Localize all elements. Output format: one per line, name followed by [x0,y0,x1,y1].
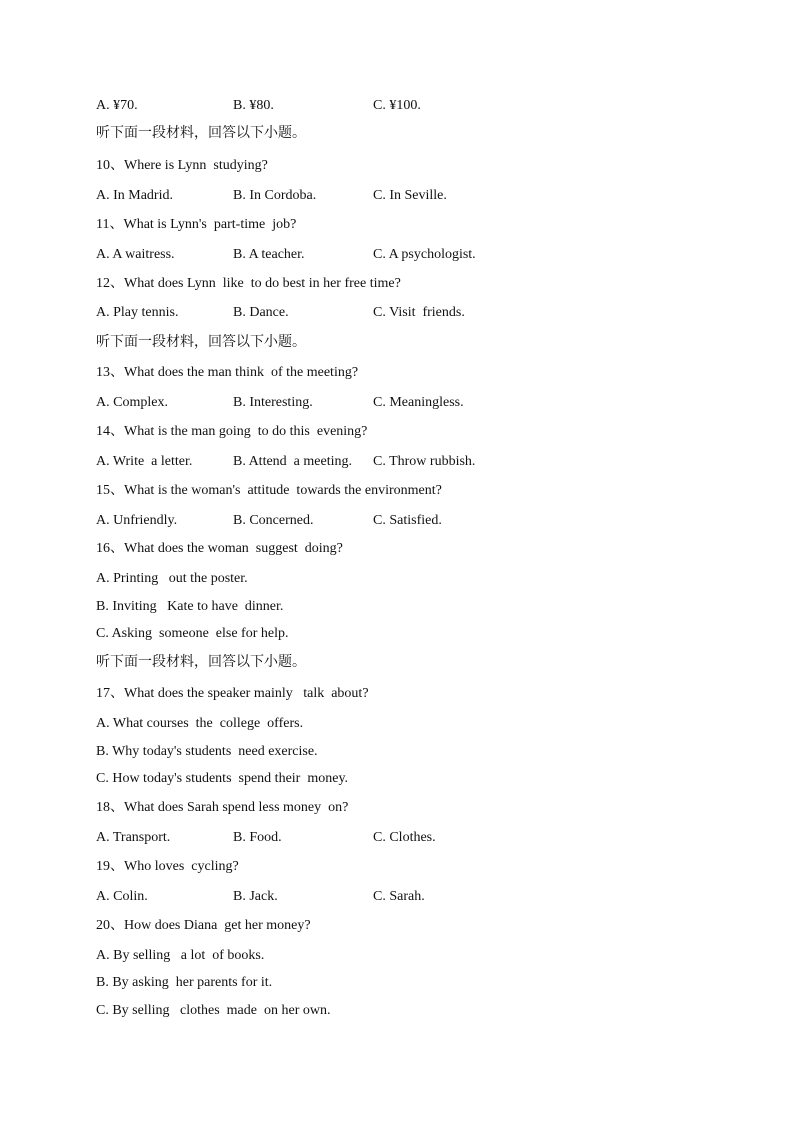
answer-option-b: B. Concerned. [233,513,314,528]
answer-option-c: C. Sarah. [373,889,425,904]
answer-option-c: C. Meaningless. [373,395,464,410]
answer-option: B. Inviting Kate to have dinner. [96,599,284,614]
answer-option-b: B. ¥80. [233,98,274,113]
question-text: 12、What does Lynn like to do best in her free time? [96,276,401,291]
answer-option-c: C. ¥100. [373,98,421,113]
answer-options-row [96,246,516,264]
answer-option-a: A. Unfriendly. [96,513,178,528]
answer-options-row [96,512,516,530]
answer-options-row [96,888,516,906]
section-instruction: 听下面一段材料，回答以下小题。 [96,125,306,141]
question-text: 13、What does the man think of the meeting? [96,365,359,380]
answer-option-b: B. Interesting. [233,395,313,410]
section-instruction: 听下面一段材料，回答以下小题。 [96,334,306,350]
question-text: 16、What does the woman suggest doing? [96,541,343,556]
answer-option: A. Printing out the poster. [96,571,248,586]
answer-options-row [96,187,516,205]
answer-option-a: A. Colin. [96,889,148,904]
answer-option: B. By asking her parents for it. [96,975,273,990]
answer-option: C. By selling clothes made on her own. [96,1003,331,1018]
answer-option: A. What courses the college offers. [96,716,304,731]
answer-options-row [96,304,516,322]
answer-option-a: A. Transport. [96,830,171,845]
question-text: 14、What is the man going to do this evening? [96,424,368,439]
answer-option-a: A. Complex. [96,395,168,410]
answer-option-a: A. ¥70. [96,98,138,113]
question-text: 10、Where is Lynn studying? [96,158,268,173]
answer-option-c: C. A psychologist. [373,247,476,262]
section-instruction: 听下面一段材料，回答以下小题。 [96,654,306,670]
answer-option: A. By selling a lot of books. [96,948,265,963]
answer-option-c: C. Satisfied. [373,513,442,528]
answer-option-a: A. Play tennis. [96,305,179,320]
answer-options-row [96,829,516,847]
answer-options-row [96,394,516,412]
answer-option-b: B. A teacher. [233,247,305,262]
question-text: 19、Who loves cycling? [96,859,239,874]
question-text: 20、How does Diana get her money? [96,918,311,933]
answer-option: B. Why today's students need exercise. [96,744,318,759]
answer-option-b: B. Food. [233,830,282,845]
answer-option-c: C. Visit friends. [373,305,465,320]
question-text: 11、What is Lynn's part-time job? [96,217,297,232]
answer-option-b: B. In Cordoba. [233,188,317,203]
answer-option: C. Asking someone else for help. [96,626,289,641]
answer-option-b: B. Attend a meeting. [233,454,352,469]
answer-options-row [96,97,516,115]
question-text: 18、What does Sarah spend less money on? [96,800,349,815]
answer-option-b: B. Jack. [233,889,278,904]
answer-option-c: C. In Seville. [373,188,447,203]
question-text: 17、What does the speaker mainly talk about? [96,686,369,701]
answer-option-c: C. Throw rubbish. [373,454,476,469]
answer-option-a: A. In Madrid. [96,188,173,203]
answer-option-a: A. Write a letter. [96,454,193,469]
answer-option-a: A. A waitress. [96,247,175,262]
answer-option-b: B. Dance. [233,305,289,320]
answer-options-row [96,453,516,471]
answer-option-c: C. Clothes. [373,830,436,845]
answer-option: C. How today's students spend their money. [96,771,349,786]
question-text: 15、What is the woman's attitude towards the environment? [96,483,442,498]
